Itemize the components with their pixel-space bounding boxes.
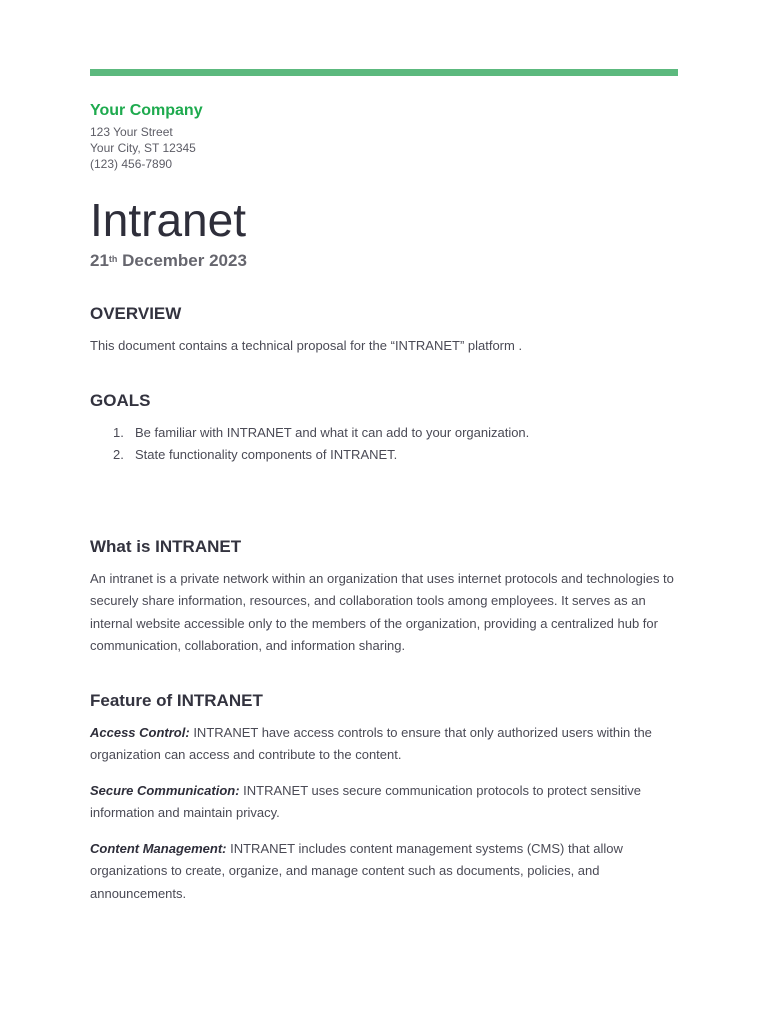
date-suffix: th — [108, 254, 118, 264]
features-heading: Feature of INTRANET — [90, 690, 263, 710]
document-date — [90, 250, 678, 272]
goal-text: State functionality components of INTRANET. — [135, 447, 398, 462]
what-is-heading: What is INTRANET — [90, 536, 242, 556]
feature-term: Secure Communication: — [90, 782, 240, 798]
goal-number: 1. — [113, 424, 124, 440]
feature-item-secure-communication — [90, 780, 678, 825]
company-phone: (123) 456-7890 — [90, 157, 173, 171]
document-title: Intranet — [90, 194, 246, 246]
company-city: Your City, ST 12345 — [90, 141, 196, 155]
feature-description: INTRANET includes content management systems (CMS) that allow organizations to create, organize, and manage content such as documents, policies, and announcements. — [90, 840, 623, 901]
goal-item — [90, 422, 678, 445]
feature-item-content-management — [90, 838, 678, 906]
overview-heading: OVERVIEW — [90, 304, 182, 323]
company-address — [90, 124, 678, 172]
feature-term: Access Control: — [90, 724, 190, 740]
feature-description: INTRANET have access controls to ensure that only authorized users within the organization can access and contribute to the content. — [90, 724, 652, 762]
overview-text: This document contains a technical proposal for the “INTRANET” platform . — [90, 338, 523, 353]
document-page — [90, 69, 678, 905]
date-day: 21 — [90, 251, 109, 270]
goals-list — [90, 422, 678, 467]
feature-item-access-control — [90, 722, 678, 767]
goals-heading: GOALS — [90, 390, 151, 410]
goal-number: 2. — [113, 447, 124, 462]
goal-text: Be familiar with INTRANET and what it can add to your organization. — [135, 424, 530, 440]
company-street: 123 Your Street — [90, 125, 173, 139]
goal-item — [90, 444, 678, 467]
top-accent-rule — [90, 69, 678, 76]
feature-term: Content Management: — [90, 840, 227, 856]
date-month-year: December 2023 — [117, 251, 247, 270]
feature-description: INTRANET uses secure communication protocols to protect sensitive information and maintain privacy. — [90, 782, 642, 820]
what-is-text: An intranet is a private network within an organization that uses internet protocols and technologies to securely share information, resources, and collaboration tools among employees. It serves as an internal website accessible only to the members of the organization, providing a centralized hub for communication, collaboration, and information sharing. — [90, 570, 674, 653]
company-name: Your Company — [90, 102, 203, 119]
